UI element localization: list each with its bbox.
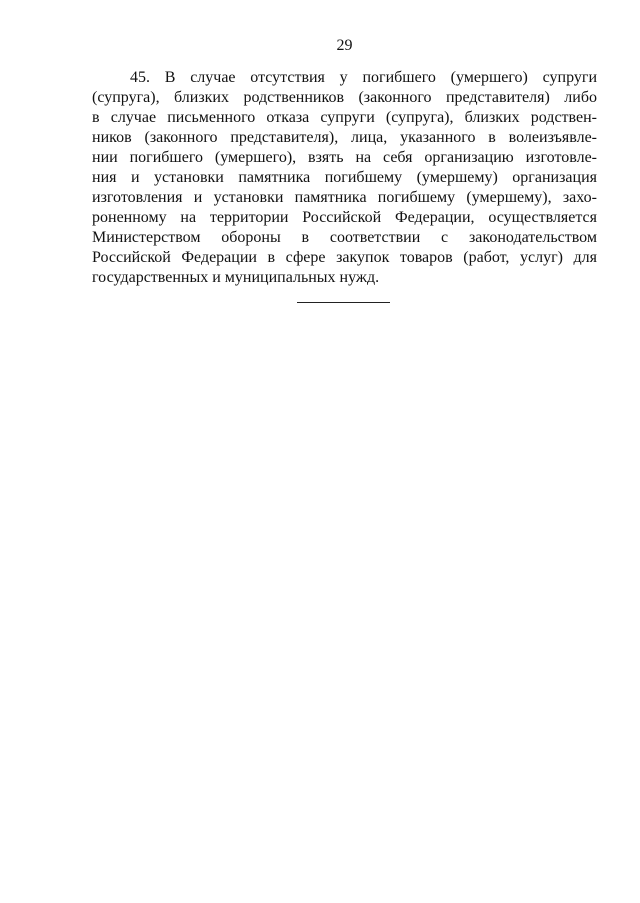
paragraph-line: 45. В случае отсутствия у погибшего (умершего) супруги bbox=[130, 69, 597, 86]
paragraph-line: в случае письменного отказа супруги (супруга), близких родствен- bbox=[92, 109, 597, 126]
paragraph-line: (супруга), близких родственников (законного представителя) либо bbox=[92, 89, 597, 106]
paragraph-line: государственных и муниципальных нужд. bbox=[92, 269, 380, 286]
paragraph-line: роненному на территории Российской Федерации, осуществляется bbox=[92, 209, 597, 226]
paragraph-line: Министерством обороны в соответствии с законодательством bbox=[92, 229, 597, 246]
paragraph-line: Российской Федерации в сфере закупок товаров (работ, услуг) для bbox=[92, 249, 597, 266]
paragraph-line: ния и установки памятника погибшему (умершему) организация bbox=[92, 169, 597, 186]
end-rule bbox=[297, 302, 390, 303]
paragraph-line: изготовления и установки памятника погибшему (умершему), захо- bbox=[92, 189, 597, 206]
paragraph-line: ников (законного представителя), лица, указанного в волеизъявле- bbox=[92, 129, 597, 146]
page-number: 29 bbox=[336, 37, 353, 54]
paragraph-line: нии погибшего (умершего), взять на себя организацию изготовле- bbox=[92, 149, 597, 166]
